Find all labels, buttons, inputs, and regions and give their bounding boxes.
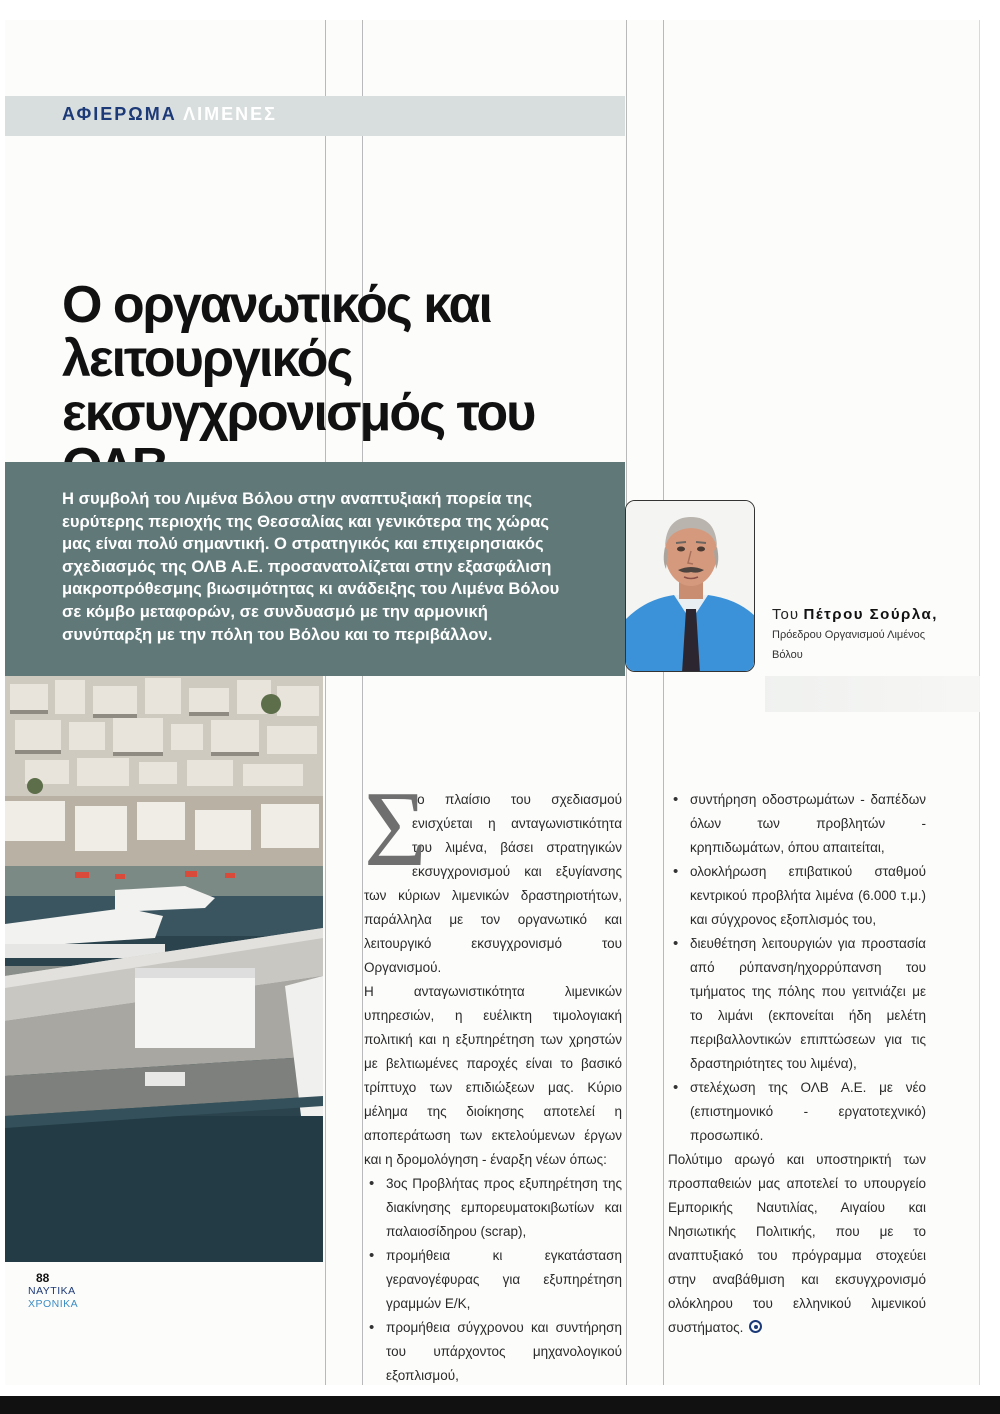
column-rule (626, 20, 627, 1385)
byline (772, 606, 938, 666)
show-through-shadow (765, 676, 980, 712)
closing-paragraph-text: Πολύτιμο αρωγό και υποστηρικτή των προσπαθειών μας αποτελεί το υπουργείο Εμπορικής Ναυτιλίας, Αιγαίου και Νησιωτικής Πολιτικής, που με το αναπτυξιακό του πρόγραμμα στοχεύει στην αναβάθμιση και εκσυγχρονισμό ολόκληρου του ελληνικού λιμενικού συστήματος. (668, 1152, 926, 1335)
end-of-article-icon (749, 1320, 762, 1333)
section-label-part1: ΑΦΙΕΡΩΜΑ (62, 104, 177, 124)
page-number: 88 (36, 1271, 50, 1285)
lead-line: σχεδιασμός της ΟΛΒ Α.Ε. προσανατολίζεται στην εξασφάλιση (62, 556, 552, 576)
bullet-list (668, 788, 926, 1148)
lead-line: συνύπαρξη με την πόλη του Βόλου και το περιβάλλον. (62, 624, 493, 644)
list-item: • συντήρηση οδοστρωμάτων - δαπέδων όλων των προβλητών - κρηπιδωμάτων, όπου απαιτείται, (668, 788, 926, 860)
title-line: εκσυγχρονισμός του (62, 384, 535, 442)
lead-line: Η συμβολή του Λιμένα Βόλου στην αναπτυξιακή πορεία της (62, 489, 533, 508)
page-folio (28, 1272, 78, 1311)
body-paragraph: το πλαίσιο του σχεδιασμού ενισχύεται η ανταγωνιστικότητα του λιμένα, βάσει στρατηγικών εκσυγχρονισμού και εξυγίανσης των κύριων λιμενικών δραστηριοτήτων, παράλληλα με τον οργανωτικό και λειτουργικό εκσυγχρονισμό του Οργανισμού. (364, 792, 622, 975)
port-aerial-photo (5, 676, 323, 1262)
author-role-city: Βόλου (772, 649, 803, 661)
scan-edge-bar (0, 1396, 1000, 1414)
title-line: λειτουργικός (62, 330, 352, 388)
lead-line: σε κόμβο μεταφορών, σε συνδυασμό με την αρμονική (62, 601, 488, 621)
bullet-list (364, 1172, 622, 1388)
body-paragraph: Η ανταγωνιστικότητα λιμενικών υπηρεσιών, η ευέλικτη τιμολογιακή πολιτική και η εξυπηρέτηση των χρηστών με βελτιωμένες παροχές είναι το βασικό τρίπτυχο των επιδιώξεων μας. Κύριο μέλημα της διοίκησης αποτελεί η αποπεράτωση των εκτελούμενων έργων και η δρομολόγηση - έναρξη νέων όπως: (364, 984, 622, 1167)
list-item: • ολοκλήρωση επιβατικού σταθμού κεντρικού προβλήτα λιμένα (6.000 τ.μ.) και σύγχρονος εξοπλισμός του, (668, 860, 926, 932)
list-item: • στελέχωση της ΟΛΒ Α.Ε. με νέο (επιστημονικό - εργατοτεχνικό) προσωπικό. (668, 1076, 926, 1148)
lead-line: ευρύτερης περιοχής της Θεσσαλίας και γενικότερα της χώρας (62, 511, 549, 531)
byline-prefix: Του (772, 606, 800, 623)
drop-cap-letter: Σ (364, 770, 427, 889)
body-paragraph (668, 1148, 926, 1340)
section-label (62, 104, 277, 125)
author-role: Πρόεδρου Οργανισμού Λιμένος (772, 629, 926, 641)
list-item: • διευθέτηση λειτουργιών για προστασία από ρύπανση/ηχορρύπανση του τμήματος της πόλης που γειτνιάζει με το λιμάνι (εκπονείται ήδη μελέτη περιβαλλοντικών επιπτώσεων για τις δραστηριότητες του λιμένα), (668, 932, 926, 1076)
column-rule (325, 20, 326, 1385)
list-item: • προμήθεια κι εγκατάσταση γερανογέφυρας για εξυπηρέτηση γραμμών Ε/Κ, (364, 1244, 622, 1316)
article-column-2 (668, 788, 926, 1340)
author-name: Πέτρου Σούρλα, (803, 606, 938, 623)
author-portrait-image (626, 501, 755, 672)
author-portrait (625, 500, 755, 672)
section-label-part2: ΛΙΜΕΝΕΣ (183, 104, 277, 124)
drop-cap (364, 770, 427, 889)
article-column-1 (364, 770, 622, 1388)
list-item: • προμήθεια σύγχρονου και συντήρηση του υπάρχοντος μηχανολογικού εξοπλισμού, (364, 1316, 622, 1388)
lead-line: μας είναι πολύ σημαντική. Ο στρατηγικός και επιχειρησιακός (62, 534, 544, 554)
magazine-name-line2: ΧΡΟΝΙΚΑ (28, 1298, 79, 1310)
lead-paragraph (62, 488, 607, 646)
lead-line: μακροπρόθεσμης βιωσιμότητας κι ανάδειξης του Λιμένα Βόλου (62, 579, 560, 599)
port-aerial-image (5, 676, 323, 1262)
column-rule (362, 20, 363, 1385)
magazine-name-line1: ΝΑΥΤΙΚΑ (28, 1285, 76, 1297)
column-rule (663, 20, 664, 1385)
title-line: Ο οργανωτικός και (62, 276, 491, 334)
list-item: • 3ος Προβλήτας προς εξυπηρέτηση της διακίνησης εμπορευματοκιβωτίων και παλαιοσίδηρου (scrap), (364, 1172, 622, 1244)
